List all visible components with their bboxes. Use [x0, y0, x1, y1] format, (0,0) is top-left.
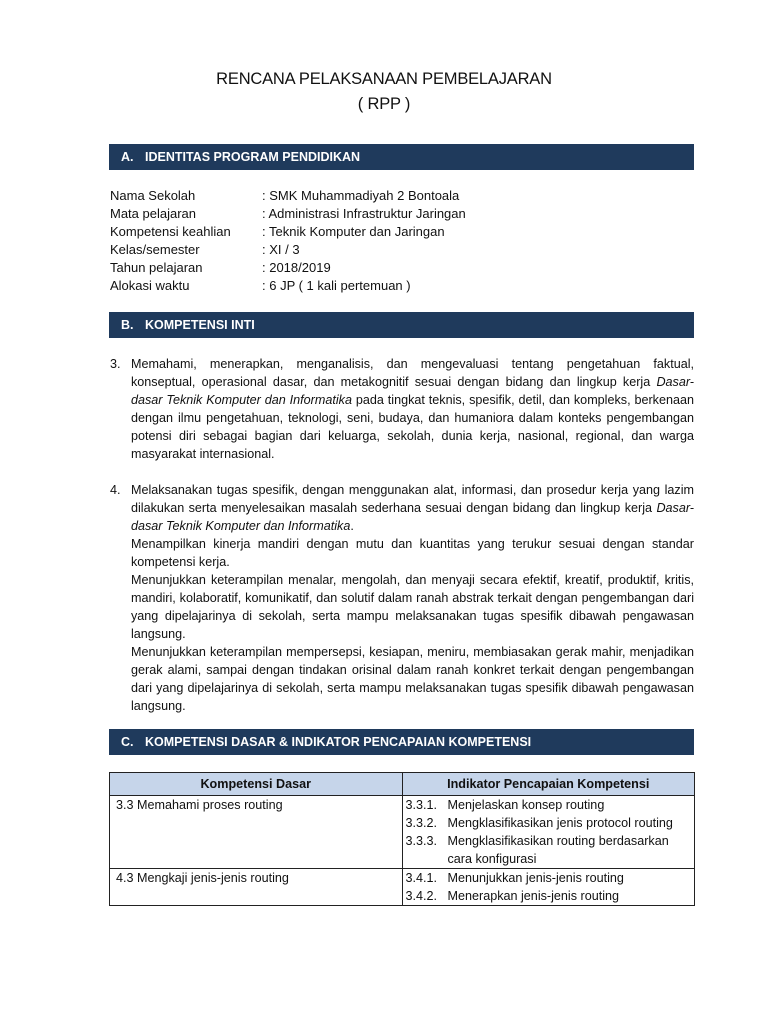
identity-row [110, 187, 466, 205]
section-number: C. [121, 735, 134, 749]
section-header-b [109, 312, 694, 338]
section-label: KOMPETENSI DASAR & INDIKATOR PENCAPAIAN KOMPETENSI [145, 735, 532, 749]
column-header: Kompetensi Dasar [110, 773, 403, 796]
ki-paragraph: Menunjukkan keterampilan menalar, mengolah, dan menyaji secara efektif, kreatif, produktif, kritis, mandiri, kolaboratif, komunikatif, dan solutif dalam ranah abstrak terkait dengan pengembangan dari yang dipelajarinya di sekolah, serta mampu melaksanakan tugas spesifik dibawah pengawasan langsung. [131, 573, 694, 641]
indicator: 3.3.2. Mengklasifikasikan jenis protocol routing [405, 816, 673, 830]
table-row [110, 869, 695, 906]
identity-value: : 2018/2019 [262, 260, 331, 275]
identity-value: : Teknik Komputer dan Jaringan [262, 224, 445, 239]
column-header: Indikator Pencapaian Kompetensi [402, 773, 695, 796]
identity-row [110, 277, 466, 295]
identity-label: Alokasi waktu [110, 278, 190, 293]
section-label: IDENTITAS PROGRAM PENDIDIKAN [145, 150, 361, 164]
indicator: 3.3.3. Mengklasifikasikan routing berdasarkan cara konfigurasi [405, 834, 669, 866]
identity-row [110, 259, 466, 277]
identity-row [110, 241, 466, 259]
kd-cell: 3.3 Memahami proses routing [110, 796, 403, 869]
indicator: 3.3.1. Menjelaskan konsep routing [405, 798, 605, 812]
identity-label: Nama Sekolah [110, 188, 196, 203]
section-label: KOMPETENSI INTI [145, 318, 255, 332]
ki-paragraph: Menampilkan kinerja mandiri dengan mutu dan kuantitas yang terukur sesuai dengan standar kompetensi kerja. [131, 537, 694, 569]
indicator-cell [402, 869, 695, 906]
kd-cell: 4.3 Mengkaji jenis-jenis routing [110, 869, 403, 906]
competency-table [109, 772, 695, 906]
section-number: A. [121, 150, 134, 164]
identity-label: Kelas/semester [110, 242, 200, 257]
identity-list [110, 187, 466, 295]
document-title: RENCANA PELAKSANAAN PEMBELAJARAN [216, 70, 552, 88]
ki-item-4 [110, 481, 694, 715]
identity-value: : XI / 3 [262, 242, 300, 257]
section-header-c [109, 729, 694, 755]
ki-item-3 [110, 355, 694, 463]
section-number: B. [121, 318, 134, 332]
indicator: 3.4.1. Menunjukkan jenis-jenis routing [405, 871, 624, 885]
item-number: 3. [110, 357, 121, 371]
identity-label: Mata pelajaran [110, 206, 196, 221]
identity-label: Kompetensi keahlian [110, 224, 231, 239]
item-number: 4. [110, 483, 121, 497]
section-header-a [109, 144, 694, 170]
ki-paragraph: Melaksanakan tugas spesifik, dengan menggunakan alat, informasi, dan prosedur kerja yang lazim dilakukan serta menyelesaikan masalah sederhana sesuai dengan bidang dan lingkup kerja Dasar-dasar Teknik Komputer dan Informatika. [131, 483, 694, 533]
table-row [110, 796, 695, 869]
ki-paragraph: Menunjukkan keterampilan mempersepsi, kesiapan, meniru, membiasakan gerak mahir, menjadikan gerak alami, sampai dengan tindakan orisinal dalam ranah konkret terkait dengan pengembangan dari yang dipelajarinya di sekolah, serta mampu melaksanakan tugas spesifik dibawah pengawasan langsung. [131, 645, 694, 713]
identity-value: : Administrasi Infrastruktur Jaringan [262, 206, 466, 221]
document-subtitle: ( RPP ) [357, 95, 411, 113]
identity-value: : 6 JP ( 1 kali pertemuan ) [262, 278, 411, 293]
identity-label: Tahun pelajaran [110, 260, 203, 275]
identity-row [110, 205, 466, 223]
identity-value: : SMK Muhammadiyah 2 Bontoala [262, 188, 460, 203]
indicator: 3.4.2. Menerapkan jenis-jenis routing [405, 889, 620, 903]
ki-paragraph: Memahami, menerapkan, menganalisis, dan mengevaluasi tentang pengetahuan faktual, konseptual, operasional dasar, dan metakognitif sesuai dengan bidang dan lingkup kerja Dasar-dasar Teknik Komputer dan Informatika pada tingkat teknis, spesifik, detil, dan kompleks, berkenaan dengan ilmu pengetahuan, teknologi, seni, budaya, dan humaniora dalam konteks pengembangan potensi diri sebagai bagian dari keluarga, sekolah, dunia kerja, nasional, regional, dan warga masyarakat internasional. [131, 357, 694, 461]
indicator-cell [402, 796, 695, 869]
identity-row [110, 223, 466, 241]
